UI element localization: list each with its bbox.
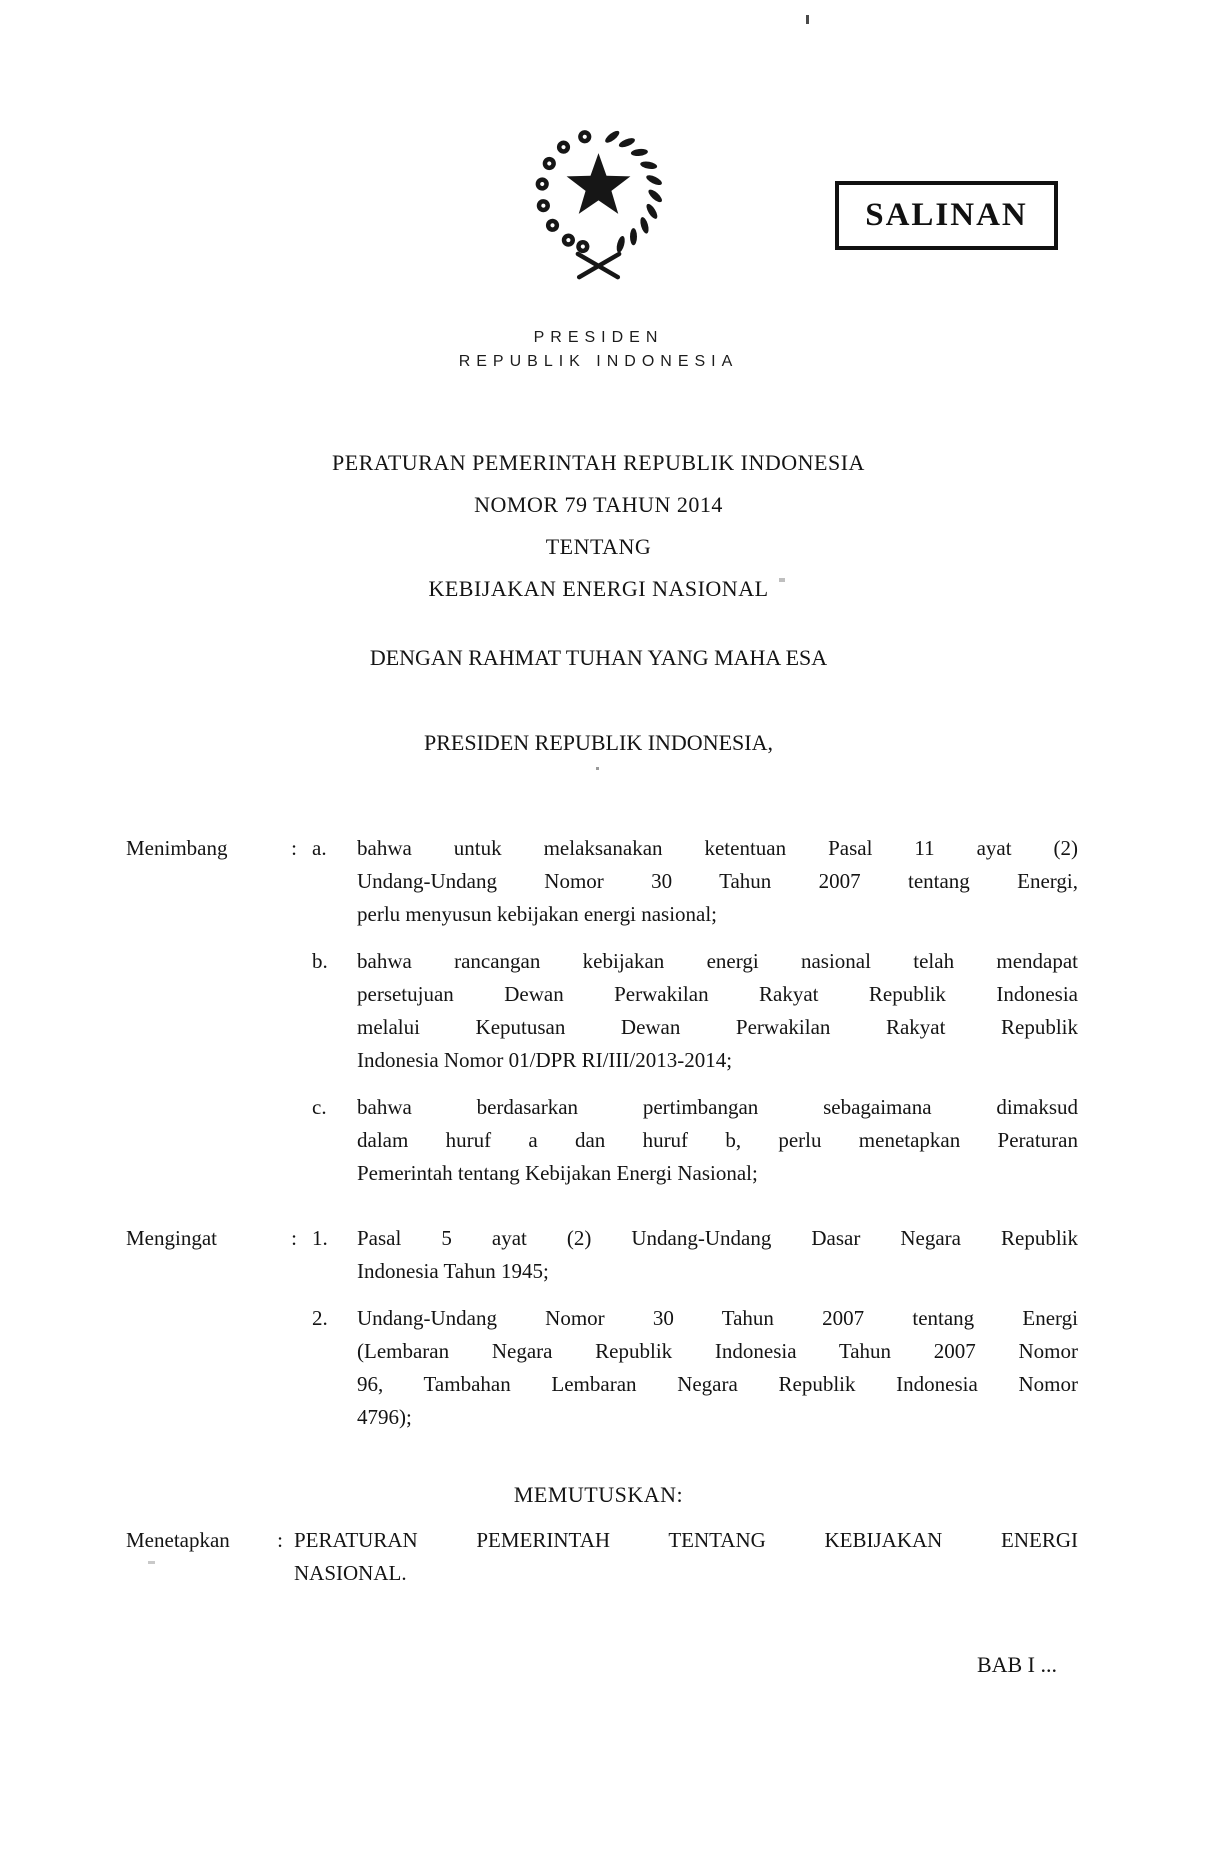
item-marker: b. xyxy=(312,949,328,973)
scan-artifact xyxy=(806,15,809,24)
salinan-stamp xyxy=(835,181,1058,250)
enactment-label: Menetapkan xyxy=(126,1528,230,1552)
text-line: 96, Tambahan Lembaran Negara Republik Indonesia Nomor xyxy=(357,1372,1078,1396)
item-text xyxy=(357,1302,1078,1434)
continuation-note: BAB I ... xyxy=(976,1652,1057,1677)
considering-item-b xyxy=(312,945,1078,1077)
letterhead-republik-indonesia: REPUBLIK INDONESIA xyxy=(458,353,739,370)
considering-item-a xyxy=(312,832,1078,931)
letterhead-presiden: PRESIDEN xyxy=(533,329,664,346)
text-line: Pasal 5 ayat (2) Undang-Undang Dasar Negara Republik xyxy=(357,1226,1078,1250)
item-text xyxy=(357,832,1078,931)
text-line: (Lembaran Negara Republik Indonesia Tahun 2007 Nomor xyxy=(357,1339,1078,1363)
regulation-title-line4: KEBIJAKAN ENERGI NASIONAL xyxy=(428,576,769,601)
recalling-separator: : xyxy=(291,1226,297,1250)
recalling-item-1 xyxy=(312,1222,1078,1288)
text-line: Undang-Undang Nomor 30 Tahun 2007 tentang Energi xyxy=(357,1306,1078,1330)
scan-artifact xyxy=(596,767,599,770)
text-line: Indonesia Nomor 01/DPR RI/III/2013-2014; xyxy=(357,1048,733,1072)
salinan-stamp-label: SALINAN xyxy=(865,197,1028,233)
presidential-seal-emblem xyxy=(521,124,676,296)
decision-heading: MEMUTUSKAN: xyxy=(513,1482,684,1507)
considering-label: Menimbang xyxy=(126,836,228,860)
regulation-title-line3: TENTANG xyxy=(545,534,652,559)
text-line: perlu menyusun kebijakan energi nasional; xyxy=(357,902,718,926)
text-line: Indonesia Tahun 1945; xyxy=(357,1259,549,1283)
item-text xyxy=(357,1222,1078,1288)
item-marker: 1. xyxy=(312,1226,328,1250)
considering-clause xyxy=(126,832,1078,1204)
invocation-line: DENGAN RAHMAT TUHAN YANG MAHA ESA xyxy=(369,645,828,670)
recalling-label: Mengingat xyxy=(126,1226,217,1250)
enactment-clause xyxy=(126,1524,1078,1590)
letterhead xyxy=(126,326,1071,374)
considering-item-c xyxy=(312,1091,1078,1190)
item-marker: 2. xyxy=(312,1306,328,1330)
text-line: dalam huruf a dan huruf b, perlu menetapkan Peraturan xyxy=(357,1128,1078,1152)
considering-separator: : xyxy=(291,836,297,860)
item-text xyxy=(357,1091,1078,1190)
rice-branch xyxy=(602,126,664,255)
scan-artifact xyxy=(779,578,785,582)
enacting-authority-line: PRESIDEN REPUBLIK INDONESIA, xyxy=(424,730,773,755)
text-line: Pemerintah tentang Kebijakan Energi Nasional; xyxy=(357,1161,758,1185)
item-marker: a. xyxy=(312,836,327,860)
item-text xyxy=(357,945,1078,1077)
enactment-text xyxy=(294,1524,1078,1590)
enactment-separator: : xyxy=(277,1528,283,1552)
text-line: bahwa rancangan kebijakan energi nasional telah mendapat xyxy=(357,949,1078,973)
text-line: NASIONAL. xyxy=(294,1561,407,1585)
text-line: persetujuan Dewan Perwakilan Rakyat Republik Indonesia xyxy=(357,982,1078,1006)
text-line: bahwa untuk melaksanakan ketentuan Pasal 11 ayat (2) xyxy=(357,836,1078,860)
item-marker: c. xyxy=(312,1095,327,1119)
cotton-branch xyxy=(535,129,593,255)
text-line: Undang-Undang Nomor 30 Tahun 2007 tentang Energi, xyxy=(357,869,1078,893)
recalling-clause xyxy=(126,1222,1078,1448)
regulation-title xyxy=(126,442,1071,610)
regulation-title-line2: NOMOR 79 TAHUN 2014 xyxy=(474,492,723,517)
star-icon xyxy=(567,153,631,214)
text-line: 4796); xyxy=(357,1405,412,1429)
scan-artifact xyxy=(148,1561,155,1564)
text-line: bahwa berdasarkan pertimbangan sebagaimana dimaksud xyxy=(357,1095,1078,1119)
recalling-item-2 xyxy=(312,1302,1078,1434)
regulation-title-line1: PERATURAN PEMERINTAH REPUBLIK INDONESIA xyxy=(332,450,865,475)
text-line: PERATURAN PEMERINTAH TENTANG KEBIJAKAN ENERGI xyxy=(294,1528,1078,1552)
crossed-stems xyxy=(578,254,619,277)
text-line: melalui Keputusan Dewan Perwakilan Rakyat Republik xyxy=(357,1015,1078,1039)
